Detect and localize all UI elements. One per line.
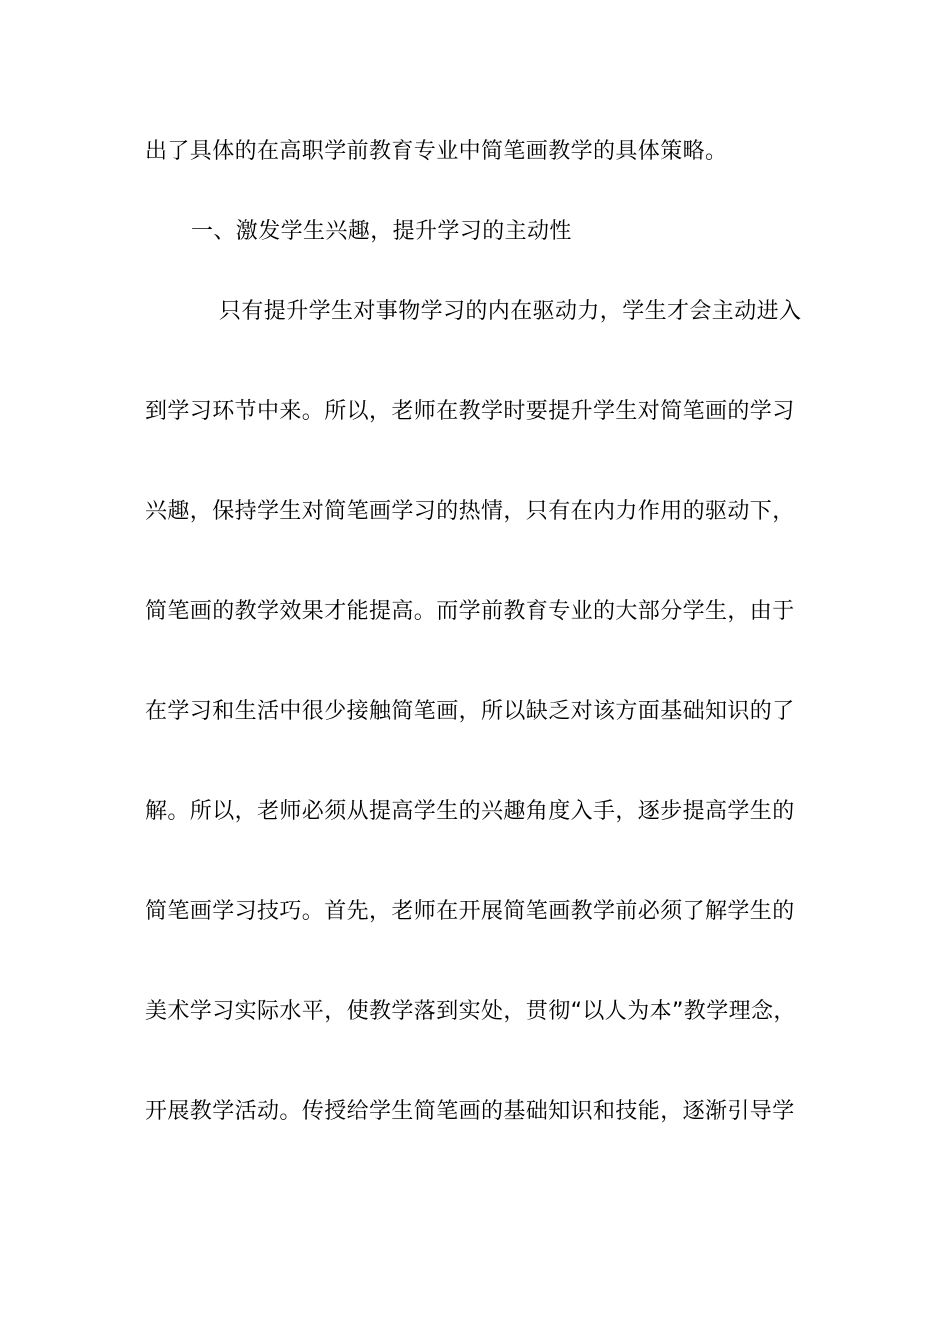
paragraph-line: 在学习和生活中很少接触简笔画，所以缺乏对该方面基础知识的了	[145, 699, 795, 724]
paragraph-line: 兴趣，保持学生对简笔画学习的热情，只有在内力作用的驱动下，	[145, 499, 795, 524]
paragraph-line: 出了具体的在高职学前教育专业中简笔画教学的具体策略。	[145, 139, 728, 164]
section-heading: 一、激发学生兴趣，提升学习的主动性	[191, 219, 572, 244]
paragraph-line: 简笔画的教学效果才能提高。而学前教育专业的大部分学生，由于	[145, 599, 795, 624]
paragraph-line: 美术学习实际水平，使教学落到实处，贯彻“以人为本”教学理念，	[145, 999, 796, 1024]
paragraph-line: 开展教学活动。传授给学生简笔画的基础知识和技能，逐渐引导学	[145, 1099, 795, 1124]
paragraph-line: 到学习环节中来。所以，老师在教学时要提升学生对简笔画的学习	[145, 399, 795, 424]
paragraph-line: 简笔画学习技巧。首先，老师在开展简笔画教学前必须了解学生的	[145, 899, 795, 924]
paragraph-line: 解。所以，老师必须从提高学生的兴趣角度入手，逐步提高学生的	[145, 799, 795, 824]
paragraph-line: 只有提升学生对事物学习的内在驱动力，学生才会主动进入	[219, 299, 802, 324]
